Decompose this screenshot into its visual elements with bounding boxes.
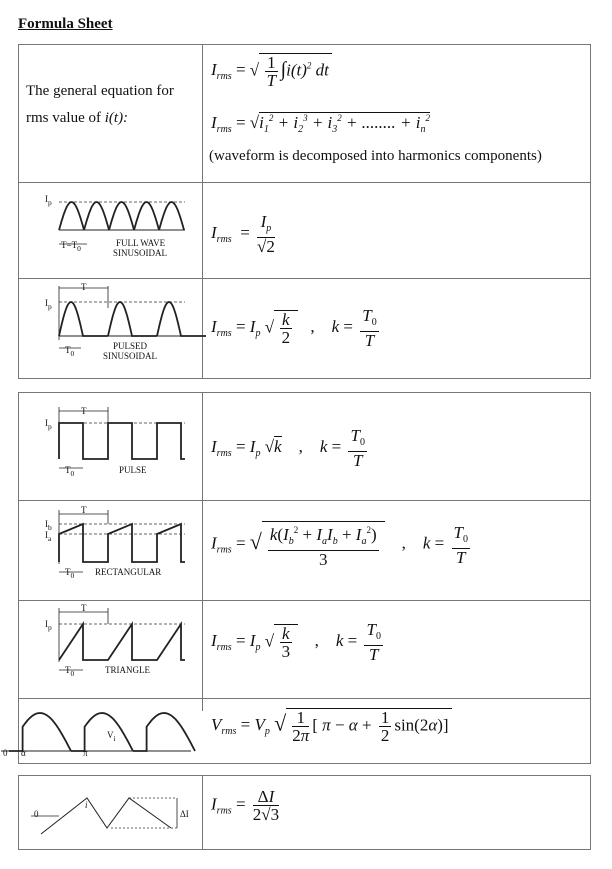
triangle-plot	[19, 600, 202, 698]
ripple-delta-label: ΔI	[180, 809, 189, 819]
ripple-rms-formula: $I_{rms}$ = $\frac{\Delta I}{2√3}$	[211, 787, 280, 824]
pulse-amplitude-label: $I_p$	[45, 418, 52, 431]
rectangular-rms-formula: $I_{rms}$ = √ $\frac{k(I_b^2 + I_aI_b + I_a^2)}{3}$ , k = $\frac{T_0}{T}$	[211, 522, 468, 569]
rms-integral-formula: $I_{rms}$ = √ $\frac{1}{T}$ $\int i(t)^2$ dt	[211, 53, 332, 89]
triangle-rms-formula: $I_{rms} = I_p$ √ $\frac{k}{3}$ , k = $\frac{T_0}{T}$	[211, 620, 381, 664]
pulse-rms-formula: $I_{rms} = I_p$ √k , k = $\frac{T_0}{T}$	[211, 426, 365, 470]
formula-table-2	[3, 392, 591, 764]
phase-alpha-label: α	[21, 748, 26, 758]
general-description-line1: The general equation for	[26, 83, 174, 99]
pulsed-sinusoidal-plot	[19, 278, 202, 378]
pulsed-sine-label-line2: SINUSOIDAL	[103, 351, 157, 361]
full-wave-period-label: $T=T_0$	[61, 240, 81, 253]
phase-zero-label: 0	[3, 748, 8, 758]
pulse-on-label: $T_0$	[65, 465, 75, 478]
pulsed-sine-amplitude-label: $I_p$	[45, 298, 52, 311]
phase-controlled-plot	[1, 698, 191, 768]
triangle-amplitude-label: $I_p$	[45, 619, 52, 632]
pulsed-sine-label-line1: PULSED	[113, 341, 148, 351]
harmonics-note: (waveform is decomposed into harmonics components)	[209, 148, 542, 164]
triangle-label: TRIANGLE	[105, 665, 150, 675]
rectangular-plot	[19, 500, 202, 600]
sawtooth-ripple-plot	[19, 776, 202, 851]
pulsed-sine-period-label: T	[81, 282, 87, 292]
pulse-label: PULSE	[119, 465, 147, 475]
ripple-zero-label: 0	[34, 809, 39, 819]
phase-v-label: $V_i$	[107, 730, 116, 743]
ripple-i-label: i	[85, 800, 88, 810]
formula-table-3	[18, 775, 591, 850]
rectangular-ib-label: $I_b$	[45, 519, 52, 532]
page-title: Formula Sheet	[18, 16, 113, 32]
full-wave-label-line1: FULL WAVE	[116, 238, 166, 248]
pulse-period-label: T	[81, 406, 87, 416]
pulsed-sine-rms-formula: $I_{rms} = I_p$ √ $\frac{k}{2}$ , k = $\frac{T_0}{T}$	[211, 306, 377, 350]
pulse-plot	[19, 393, 202, 500]
full-wave-label-line2: SINUSOIDAL	[113, 248, 167, 258]
rectangular-ia-label: $I_a$	[45, 530, 52, 543]
pulsed-sine-on-label: $T_0$	[65, 345, 75, 358]
phase-rms-formula: $V_{rms} = V_p$ √ $\frac{1}{2\pi}$ [ π − α + $\frac{1}{2}$ sin(2α)]	[211, 708, 452, 744]
rms-harmonics-formula: $I_{rms} = √i_1^2 + i_2^3 + i_3^2$ + ........ + $i_n^2$	[211, 113, 430, 135]
triangle-on-label: $T_0$	[65, 665, 75, 678]
triangle-period-label: T	[81, 603, 87, 613]
rectangular-on-label: $T_0$	[65, 567, 75, 580]
phase-pi-label: π	[83, 748, 88, 758]
general-description-line2: rms value of i(t):	[26, 110, 129, 126]
formula-table-1	[18, 44, 591, 379]
full-wave-amplitude-label: $I_p$	[45, 194, 52, 207]
rectangular-period-label: T	[81, 505, 87, 515]
full-wave-rms-formula: $I_{rms}$ = $\frac{I_p}{√2}$	[211, 212, 275, 256]
rectangular-label: RECTANGULAR	[95, 567, 162, 577]
